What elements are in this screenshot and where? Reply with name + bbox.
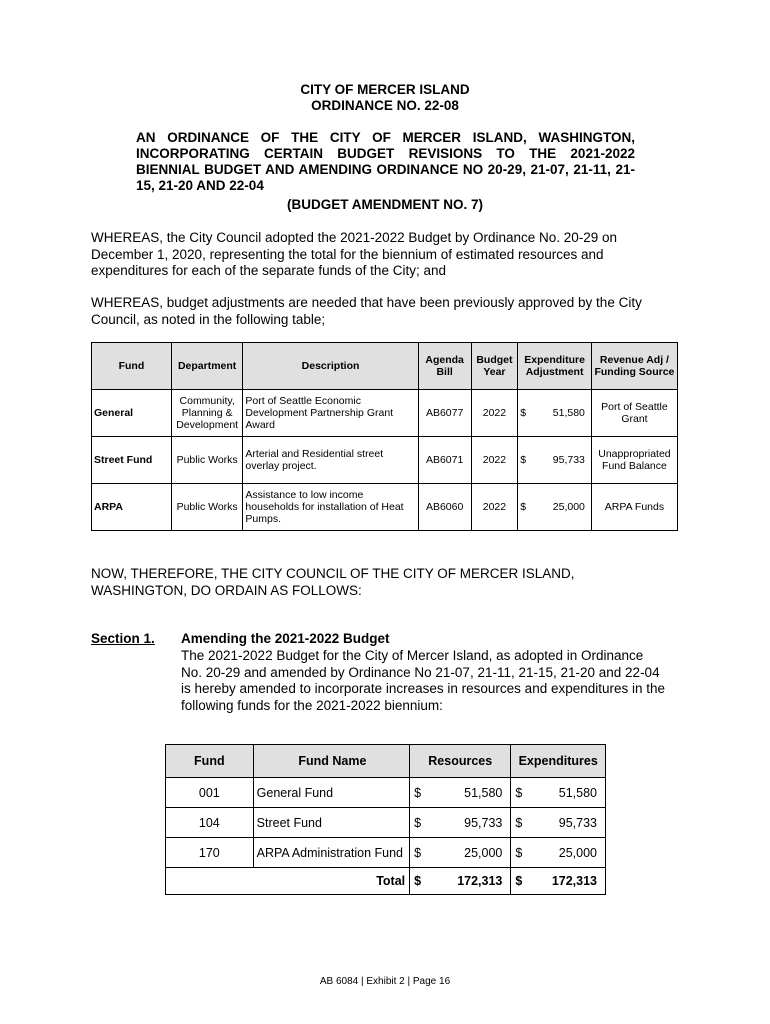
- cell-line: Pumps.: [245, 513, 282, 525]
- fund-number-cell: 104: [166, 808, 254, 838]
- amount-value: 51,580: [552, 407, 585, 419]
- header-line: Funding Source: [594, 366, 675, 378]
- resources-cell: [410, 778, 511, 808]
- text-line: following funds for the 2021-2022 biennium:: [181, 697, 443, 713]
- ordinance-title: [136, 130, 635, 194]
- fund-name-cell: Street Fund: [253, 808, 410, 838]
- currency-symbol: $: [520, 501, 527, 513]
- budget-amendment-label: (BUDGET AMENDMENT NO. 7): [287, 197, 483, 212]
- agenda-bill-cell: AB6077: [418, 390, 471, 437]
- year-cell: 2022: [471, 484, 518, 531]
- text-line: The 2021-2022 Budget for the City of Mercer Island, as adopted in Ordinance: [181, 648, 644, 663]
- header-line: Year: [483, 366, 506, 378]
- table-row: [166, 838, 606, 868]
- table-header-row: [92, 343, 678, 390]
- text-line: WHEREAS, budget adjustments are needed that have been previously approved by the City: [91, 295, 642, 310]
- currency-symbol: $: [515, 815, 523, 830]
- text-line: is hereby amended to incorporate increases in resources and expenditures in the: [181, 681, 666, 696]
- whereas-paragraph-1: [91, 230, 691, 280]
- currency-symbol: $: [515, 845, 523, 860]
- title-line: AN ORDINANCE OF THE CITY OF MERCER ISLAND, WASHINGTON,: [136, 130, 635, 145]
- fund-name-cell: General Fund: [253, 778, 410, 808]
- amount-value: 95,733: [464, 815, 503, 830]
- description-cell: [243, 437, 418, 484]
- title-line: INCORPORATING CERTAIN BUDGET REVISIONS TO THE 2021-2022: [136, 146, 635, 161]
- fund-number-cell: 001: [166, 778, 254, 808]
- whereas-paragraph-2: [91, 295, 691, 328]
- resources-cell: [410, 838, 511, 868]
- cell-line: Planning &: [181, 407, 233, 419]
- amount-value: 25,000: [464, 845, 503, 860]
- resources-cell: [410, 808, 511, 838]
- cell-line: Development Partnership Grant: [245, 407, 394, 419]
- now-therefore-paragraph: [91, 566, 691, 599]
- description-cell: [243, 390, 418, 437]
- year-cell: 2022: [471, 390, 518, 437]
- cell-line: Port of Seattle Economic: [245, 395, 361, 407]
- fund-name-cell: ARPA Administration Fund: [253, 838, 410, 868]
- cell-line: Grant: [621, 413, 648, 425]
- agenda-bill-cell: AB6060: [418, 484, 471, 531]
- department-cell: Public Works: [171, 484, 243, 531]
- col-agenda-bill-header: [418, 343, 471, 390]
- fund-cell: ARPA: [92, 484, 172, 531]
- text-line: NOW, THEREFORE, THE CITY COUNCIL OF THE CITY OF MERCER ISLAND,: [91, 566, 575, 581]
- col-department-header: Department: [171, 343, 243, 390]
- header-line: Bill: [436, 366, 453, 378]
- department-cell: Public Works: [171, 437, 243, 484]
- header-line: Adjustment: [525, 366, 584, 378]
- header-line: Expenditure: [524, 354, 585, 366]
- section-1-label: Section 1.: [91, 631, 155, 646]
- text-line: WASHINGTON, DO ORDAIN AS FOLLOWS:: [91, 582, 362, 598]
- currency-symbol: $: [520, 454, 527, 466]
- table-header-row: [166, 745, 606, 778]
- table-row: [92, 390, 678, 437]
- currency-symbol: $: [515, 874, 523, 888]
- table-row: [92, 484, 678, 531]
- description-cell: [243, 484, 418, 531]
- amount-value: 172,313: [457, 874, 503, 888]
- fund-cell: General: [92, 390, 172, 437]
- cell-line: Arterial and Residential street: [245, 448, 384, 460]
- currency-symbol: $: [520, 407, 527, 419]
- currency-symbol: $: [414, 874, 422, 888]
- fund-number-cell: 170: [166, 838, 254, 868]
- col-budget-year-header: [471, 343, 518, 390]
- table-row: [166, 808, 606, 838]
- cell-line: Development: [176, 419, 239, 431]
- amount-value: 25,000: [552, 501, 585, 513]
- col-expenditure-header: [518, 343, 592, 390]
- cell-line: Port of Seattle: [601, 401, 668, 413]
- funding-source-cell: [591, 437, 677, 484]
- text-line: Council, as noted in the following table;: [91, 311, 326, 327]
- text-line: December 1, 2020, representing the total for the biennium of estimated resources and: [91, 246, 604, 262]
- total-label: Total: [166, 868, 410, 895]
- section-1-heading: Amending the 2021-2022 Budget: [181, 631, 390, 646]
- expenditure-cell: [518, 437, 592, 484]
- table-row: [166, 778, 606, 808]
- header-line: Revenue Adj /: [599, 354, 669, 366]
- total-row: [166, 868, 606, 895]
- funding-source-cell: [591, 390, 677, 437]
- amount-value: 51,580: [464, 785, 503, 800]
- budget-adjustments-table: [91, 342, 678, 531]
- city-heading: CITY OF MERCER ISLAND: [300, 82, 470, 97]
- currency-symbol: $: [414, 845, 422, 860]
- cell-line: Unappropriated: [598, 448, 671, 460]
- title-line: BIENNIAL BUDGET AND AMENDING ORDINANCE NO 20-29, 21-07, 21-11, 21-: [136, 162, 635, 177]
- col-description-header: Description: [243, 343, 418, 390]
- funding-source-cell: ARPA Funds: [591, 484, 677, 531]
- ordinance-number: ORDINANCE NO. 22-08: [311, 98, 459, 113]
- col-revenue-header: [591, 343, 677, 390]
- cell-line: Award: [245, 419, 275, 431]
- agenda-bill-cell: AB6071: [418, 437, 471, 484]
- expenditure-cell: [518, 390, 592, 437]
- expenditures-cell: [511, 778, 606, 808]
- text-line: expenditures for each of the separate funds of the City; and: [91, 263, 446, 278]
- amount-value: 172,313: [551, 874, 597, 888]
- cell-line: overlay project.: [245, 460, 317, 472]
- col-fund-name-header: Fund Name: [253, 745, 410, 778]
- currency-symbol: $: [515, 785, 523, 800]
- text-line: No. 20-29 and amended by Ordinance No 21-07, 21-11, 21-15, 21-20 and 22-04: [181, 664, 660, 680]
- currency-symbol: $: [414, 815, 422, 830]
- amount-value: 51,580: [558, 785, 597, 800]
- department-cell: [171, 390, 243, 437]
- header-line: Budget: [476, 354, 513, 366]
- col-expenditures-header: Expenditures: [511, 745, 606, 778]
- col-resources-header: Resources: [410, 745, 511, 778]
- expenditures-cell: [511, 838, 606, 868]
- col-fund-header: Fund: [92, 343, 172, 390]
- total-resources-cell: [410, 868, 511, 895]
- cell-line: Fund Balance: [602, 460, 667, 472]
- expenditures-cell: [511, 808, 606, 838]
- expenditure-cell: [518, 484, 592, 531]
- year-cell: 2022: [471, 437, 518, 484]
- amount-value: 95,733: [558, 815, 597, 830]
- cell-line: households for installation of Heat: [245, 501, 404, 513]
- amount-value: 95,733: [552, 454, 585, 466]
- title-line: 15, 21-20 AND 22-04: [136, 178, 264, 193]
- amount-value: 25,000: [558, 845, 597, 860]
- header-line: Agenda: [425, 354, 464, 366]
- currency-symbol: $: [414, 785, 422, 800]
- cell-line: Assistance to low income: [245, 489, 364, 501]
- fund-cell: Street Fund: [92, 437, 172, 484]
- section-1-body: [181, 648, 681, 714]
- table-row: [92, 437, 678, 484]
- fund-summary-table: [165, 744, 606, 895]
- page-footer: AB 6084 | Exhibit 2 | Page 16: [319, 976, 451, 987]
- text-line: WHEREAS, the City Council adopted the 2021-2022 Budget by Ordinance No. 20-29 on: [91, 230, 618, 245]
- col-fund-header: Fund: [166, 745, 254, 778]
- total-expenditures-cell: [511, 868, 606, 895]
- cell-line: Community,: [179, 395, 235, 407]
